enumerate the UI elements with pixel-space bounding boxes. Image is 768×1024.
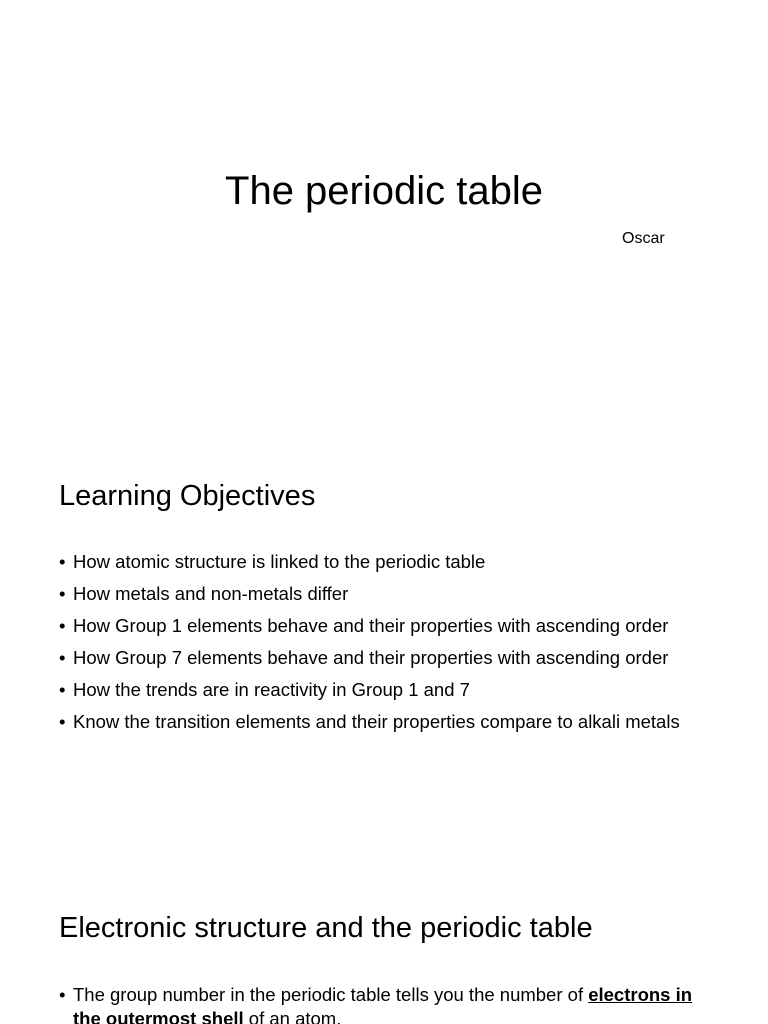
list-item bbox=[59, 678, 709, 702]
list-item bbox=[59, 983, 709, 1024]
slide-heading: Electronic structure and the periodic table bbox=[59, 912, 593, 944]
electronic-structure-slide bbox=[0, 864, 768, 1024]
list-item-text: How atomic structure is linked to the periodic table bbox=[73, 551, 486, 572]
list-item bbox=[59, 550, 709, 574]
learning-objectives-slide bbox=[0, 432, 768, 864]
list-item bbox=[59, 614, 709, 638]
bullet-icon: • bbox=[59, 647, 66, 668]
slide-heading: Learning Objectives bbox=[59, 480, 316, 512]
list-item-text: Know the transition elements and their properties compare to alkali metals bbox=[73, 711, 680, 732]
list-item bbox=[59, 710, 709, 734]
title-slide bbox=[0, 0, 768, 432]
electronic-list bbox=[59, 983, 709, 1024]
objectives-list bbox=[59, 550, 709, 742]
list-item bbox=[59, 582, 709, 606]
bullet-icon: • bbox=[59, 984, 66, 1005]
list-item-text: How the trends are in reactivity in Group 1 and 7 bbox=[73, 679, 470, 700]
presentation-title: The periodic table bbox=[225, 169, 543, 213]
list-item-emphasis: electrons in the outermost shell bbox=[73, 984, 693, 1024]
list-item-text-start: The group number in the periodic table tells you the number of bbox=[73, 984, 589, 1005]
bullet-icon: • bbox=[59, 679, 66, 700]
list-item bbox=[59, 646, 709, 670]
list-item-text-end: of an atom. bbox=[243, 1008, 342, 1024]
list-item-text: How Group 1 elements behave and their properties with ascending order bbox=[73, 615, 669, 636]
bullet-icon: • bbox=[59, 551, 66, 572]
author-name: Oscar bbox=[622, 230, 665, 247]
bullet-icon: • bbox=[59, 583, 66, 604]
list-item-text: How metals and non-metals differ bbox=[73, 583, 349, 604]
bullet-icon: • bbox=[59, 711, 66, 732]
list-item-text: How Group 7 elements behave and their properties with ascending order bbox=[73, 647, 669, 668]
bullet-icon: • bbox=[59, 615, 66, 636]
